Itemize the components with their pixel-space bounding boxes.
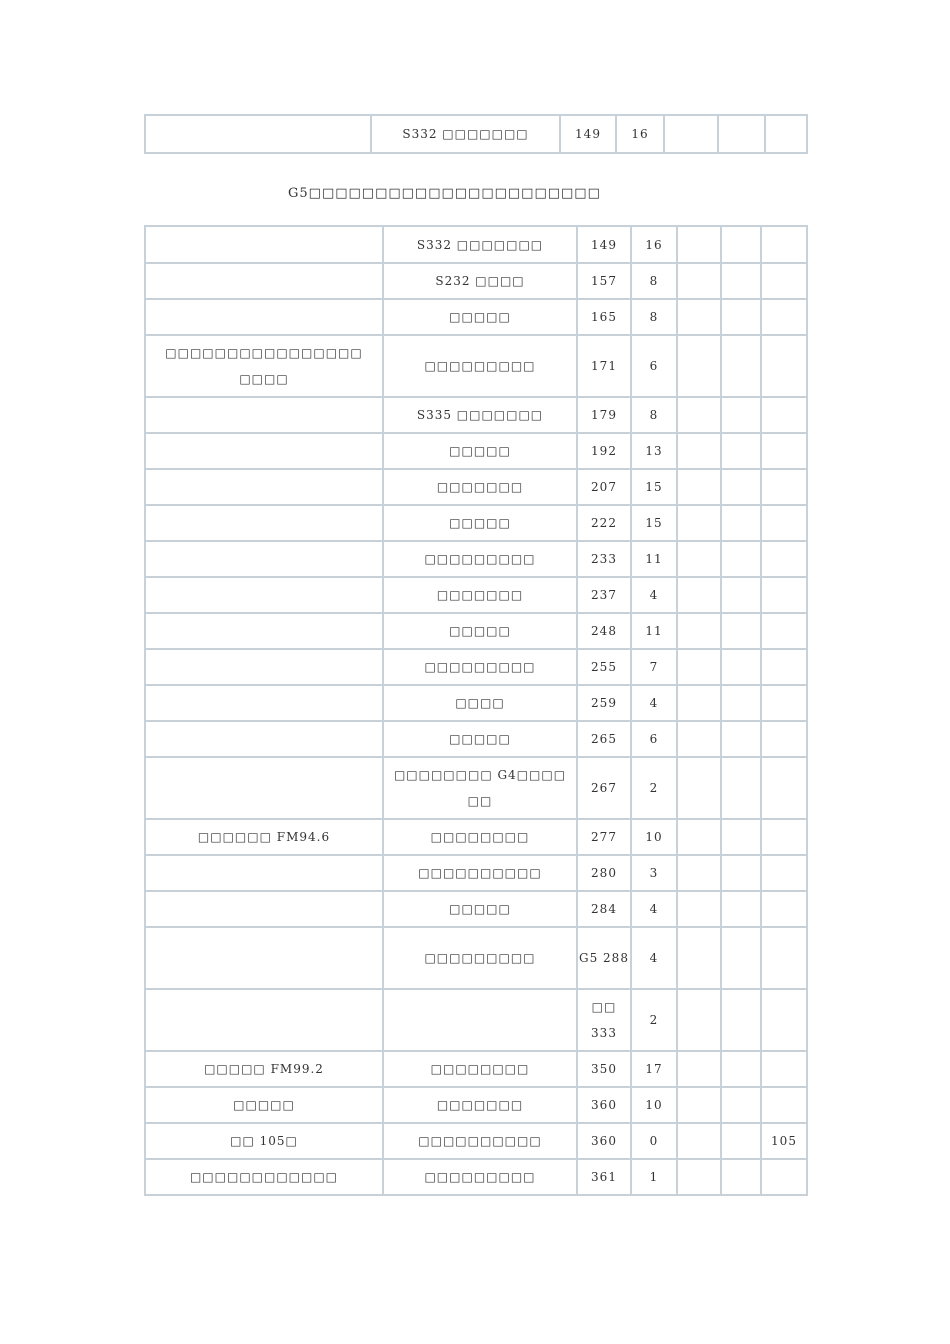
cell: 280 (577, 855, 631, 891)
cell: □□□□□ (383, 505, 577, 541)
cell (677, 433, 721, 469)
cell (721, 263, 761, 299)
table-row (145, 505, 807, 541)
cell: 265 (577, 721, 631, 757)
cell (721, 433, 761, 469)
cell (761, 757, 807, 819)
cell: 4 (631, 685, 677, 721)
cell: □□□□□ (383, 613, 577, 649)
cell (664, 115, 718, 153)
cell: □□□□□□□□□ (383, 541, 577, 577)
cell (677, 855, 721, 891)
table-row (145, 927, 807, 989)
cell: 255 (577, 649, 631, 685)
cell (761, 649, 807, 685)
cell (721, 649, 761, 685)
cell: 2 (631, 989, 677, 1051)
section-title: G5□□□□□□□□□□□□□□□□□□□□□□ (288, 186, 601, 201)
cell (721, 1159, 761, 1195)
cell (145, 855, 383, 891)
cell: 15 (631, 505, 677, 541)
cell: 15 (631, 469, 677, 505)
cell: 2 (631, 757, 677, 819)
table-row (145, 685, 807, 721)
cell: 4 (631, 927, 677, 989)
cell (761, 335, 807, 397)
cell (721, 397, 761, 433)
cell (721, 577, 761, 613)
cell: □□□□□□□□ (383, 819, 577, 855)
cell: □□□□□ (383, 721, 577, 757)
cell (677, 1123, 721, 1159)
cell (721, 505, 761, 541)
cell: □□□□□□□□□□□□□□□□ □□□□ (145, 335, 383, 397)
cell (145, 891, 383, 927)
cell (145, 927, 383, 989)
cell (677, 226, 721, 263)
table-row (145, 819, 807, 855)
cell: □□□□□□□ (383, 577, 577, 613)
cell (761, 397, 807, 433)
table-row (145, 1159, 807, 1195)
cell (145, 263, 383, 299)
cell: □□□□□ (383, 891, 577, 927)
cell: 179 (577, 397, 631, 433)
cell: 237 (577, 577, 631, 613)
cell: 350 (577, 1051, 631, 1087)
cell: 360 (577, 1087, 631, 1123)
cell: 105 (761, 1123, 807, 1159)
cell (677, 505, 721, 541)
cell (761, 1159, 807, 1195)
cell: 1 (631, 1159, 677, 1195)
cell: 222 (577, 505, 631, 541)
cell: 192 (577, 433, 631, 469)
cell: 10 (631, 1087, 677, 1123)
cell: □□ 105□ (145, 1123, 383, 1159)
cell (145, 577, 383, 613)
cell: □□□□□□□□□□□□ (145, 1159, 383, 1195)
cell: 248 (577, 613, 631, 649)
cell (677, 649, 721, 685)
cell (383, 989, 577, 1051)
cell (145, 541, 383, 577)
table-row (145, 577, 807, 613)
table-row (145, 1087, 807, 1123)
cell (677, 397, 721, 433)
cell (721, 299, 761, 335)
cell (677, 613, 721, 649)
cell: S232 □□□□ (383, 263, 577, 299)
cell (718, 115, 765, 153)
cell: 267 (577, 757, 631, 819)
cell: 4 (631, 577, 677, 613)
cell: 171 (577, 335, 631, 397)
cell: 16 (631, 226, 677, 263)
cell (677, 577, 721, 613)
cell (721, 927, 761, 989)
cell: □□□□□□□□ (383, 1051, 577, 1087)
cell: 6 (631, 335, 677, 397)
cell: □□□□□□□□□ (383, 927, 577, 989)
cell (145, 505, 383, 541)
cell: 284 (577, 891, 631, 927)
table-row (145, 1051, 807, 1087)
table-row (145, 989, 807, 1051)
cell: □□□□ (383, 685, 577, 721)
cell (677, 1159, 721, 1195)
top-table (144, 114, 808, 154)
cell (677, 927, 721, 989)
cell (721, 335, 761, 397)
table-row (145, 891, 807, 927)
cell: □□□□□ FM99.2 (145, 1051, 383, 1087)
cell: □□□□□□□□□□ (383, 1123, 577, 1159)
cell (677, 335, 721, 397)
table-row (145, 1123, 807, 1159)
cell (721, 613, 761, 649)
table-row (145, 757, 807, 819)
cell (761, 541, 807, 577)
cell (761, 855, 807, 891)
cell: □□□□□□□ (383, 469, 577, 505)
cell: G5 288 (577, 927, 631, 989)
cell (761, 433, 807, 469)
main-table (144, 225, 808, 1196)
table-row (145, 649, 807, 685)
cell (677, 685, 721, 721)
cell: □□□□□□□□□□ (383, 855, 577, 891)
cell (761, 469, 807, 505)
table-row (145, 433, 807, 469)
cell (677, 541, 721, 577)
cell: 0 (631, 1123, 677, 1159)
cell (145, 433, 383, 469)
cell: □□□□□ (145, 1087, 383, 1123)
cell: 149 (560, 115, 616, 153)
cell (761, 263, 807, 299)
cell (761, 613, 807, 649)
cell (677, 469, 721, 505)
cell (677, 299, 721, 335)
table-row (145, 263, 807, 299)
table-row (145, 115, 807, 153)
cell (721, 855, 761, 891)
cell: 17 (631, 1051, 677, 1087)
cell (761, 721, 807, 757)
cell (761, 226, 807, 263)
cell: 165 (577, 299, 631, 335)
cell: 8 (631, 263, 677, 299)
cell (145, 721, 383, 757)
cell: 360 (577, 1123, 631, 1159)
table-row (145, 855, 807, 891)
cell (145, 226, 383, 263)
table-row (145, 226, 807, 263)
table-row (145, 397, 807, 433)
cell (721, 891, 761, 927)
cell (145, 757, 383, 819)
cell (761, 819, 807, 855)
cell (677, 721, 721, 757)
cell (145, 685, 383, 721)
cell: 149 (577, 226, 631, 263)
table-row (145, 613, 807, 649)
cell: □□□□□□ FM94.6 (145, 819, 383, 855)
cell: □□□□□□□□□ (383, 1159, 577, 1195)
cell (145, 115, 371, 153)
cell: 11 (631, 541, 677, 577)
cell (721, 685, 761, 721)
cell: S332 □□□□□□□ (371, 115, 560, 153)
cell: 259 (577, 685, 631, 721)
cell: □□□□□□□□□ (383, 649, 577, 685)
cell: 10 (631, 819, 677, 855)
cell (145, 613, 383, 649)
cell: □□□□□□□ (383, 1087, 577, 1123)
cell (761, 1051, 807, 1087)
cell (761, 927, 807, 989)
cell (721, 1087, 761, 1123)
table-row (145, 335, 807, 397)
cell: 207 (577, 469, 631, 505)
cell (721, 989, 761, 1051)
cell (677, 989, 721, 1051)
cell: S335 □□□□□□□ (383, 397, 577, 433)
table-row (145, 721, 807, 757)
cell: □□□□□□□□ G4□□□□ □□ (383, 757, 577, 819)
cell (145, 649, 383, 685)
cell (145, 397, 383, 433)
cell (145, 989, 383, 1051)
cell: 277 (577, 819, 631, 855)
cell: 6 (631, 721, 677, 757)
cell (761, 989, 807, 1051)
cell (721, 469, 761, 505)
table-row (145, 469, 807, 505)
cell: 8 (631, 397, 677, 433)
cell (721, 1051, 761, 1087)
cell: 3 (631, 855, 677, 891)
cell: 11 (631, 613, 677, 649)
cell (721, 541, 761, 577)
cell (721, 819, 761, 855)
cell: 7 (631, 649, 677, 685)
cell: 16 (616, 115, 664, 153)
table-row (145, 541, 807, 577)
cell (765, 115, 807, 153)
cell: 8 (631, 299, 677, 335)
cell (721, 1123, 761, 1159)
cell: □□□□□□□□□ (383, 335, 577, 397)
cell: S332 □□□□□□□ (383, 226, 577, 263)
cell (721, 721, 761, 757)
cell (677, 1087, 721, 1123)
cell (761, 891, 807, 927)
cell: 157 (577, 263, 631, 299)
cell (761, 299, 807, 335)
cell (721, 226, 761, 263)
cell: 4 (631, 891, 677, 927)
cell (677, 1051, 721, 1087)
cell: □□□□□ (383, 299, 577, 335)
cell (677, 891, 721, 927)
cell (721, 757, 761, 819)
cell: 233 (577, 541, 631, 577)
cell: □□□□□ (383, 433, 577, 469)
cell (677, 819, 721, 855)
cell (145, 299, 383, 335)
cell (761, 685, 807, 721)
cell (677, 757, 721, 819)
cell (761, 1087, 807, 1123)
cell: □□ 333 (577, 989, 631, 1051)
cell (145, 469, 383, 505)
cell (761, 505, 807, 541)
cell (761, 577, 807, 613)
cell: 13 (631, 433, 677, 469)
cell: 361 (577, 1159, 631, 1195)
cell (677, 263, 721, 299)
table-row (145, 299, 807, 335)
